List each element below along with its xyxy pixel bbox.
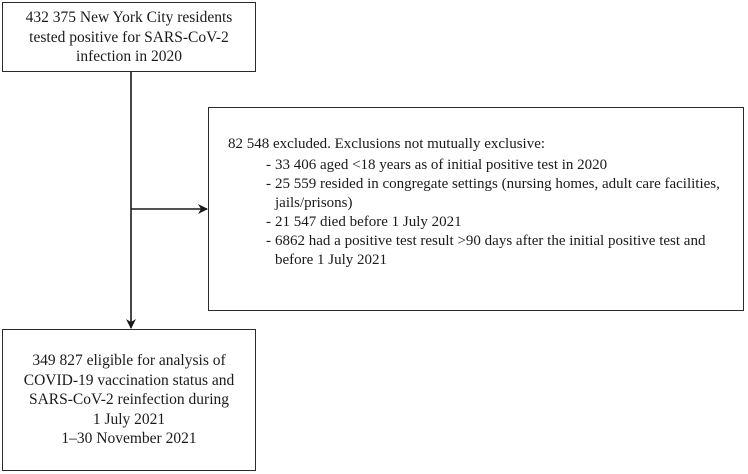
exclusion-item-congregate <box>267 175 735 213</box>
exclusions-heading: 82 548 excluded. Exclusions not mutually exclusive: <box>228 136 546 152</box>
exclusions-box <box>208 107 744 311</box>
list-dash: - <box>266 214 271 230</box>
eligible-cohort-line-5: 1–30 November 2021 <box>61 430 197 447</box>
initial-cohort-line-3: infection in 2020 <box>76 48 182 65</box>
eligible-cohort-line-4: 1 July 2021 <box>92 410 166 428</box>
exclusion-item-text-cont: jails/prisons) <box>275 195 353 211</box>
initial-cohort-box <box>2 2 256 72</box>
eligible-cohort-line-1: 349 827 eligible for analysis of <box>32 352 226 369</box>
exclusion-item-died <box>267 213 735 232</box>
exclusion-item-text: 21 547 died before 1 July 2021 <box>275 214 462 230</box>
list-dash: - <box>266 176 271 192</box>
eligible-cohort-box <box>2 329 256 471</box>
initial-cohort-line-2: tested positive for SARS-CoV-2 <box>29 28 229 46</box>
list-dash: - <box>266 157 271 173</box>
eligible-cohort-line-3: SARS-CoV-2 reinfection during <box>28 391 230 408</box>
exclusion-item-text: 33 406 aged <18 years as of initial positive test in 2020 <box>275 157 608 173</box>
eligible-cohort-line-2: COVID-19 vaccination status and <box>23 371 235 389</box>
list-dash: - <box>266 233 271 249</box>
exclusion-item-age <box>267 156 735 175</box>
exclusion-item-text: 25 559 resided in congregate settings (nursing homes, adult care facilities, <box>275 176 720 192</box>
exclusions-list <box>228 156 735 270</box>
exclusion-item-reinfection-before <box>267 232 735 270</box>
initial-cohort-line-1: 432 375 New York City residents <box>25 9 233 26</box>
exclusion-item-text: 6862 had a positive test result >90 days after the initial positive test and <box>275 233 706 249</box>
exclusion-item-text-cont: before 1 July 2021 <box>275 252 388 268</box>
